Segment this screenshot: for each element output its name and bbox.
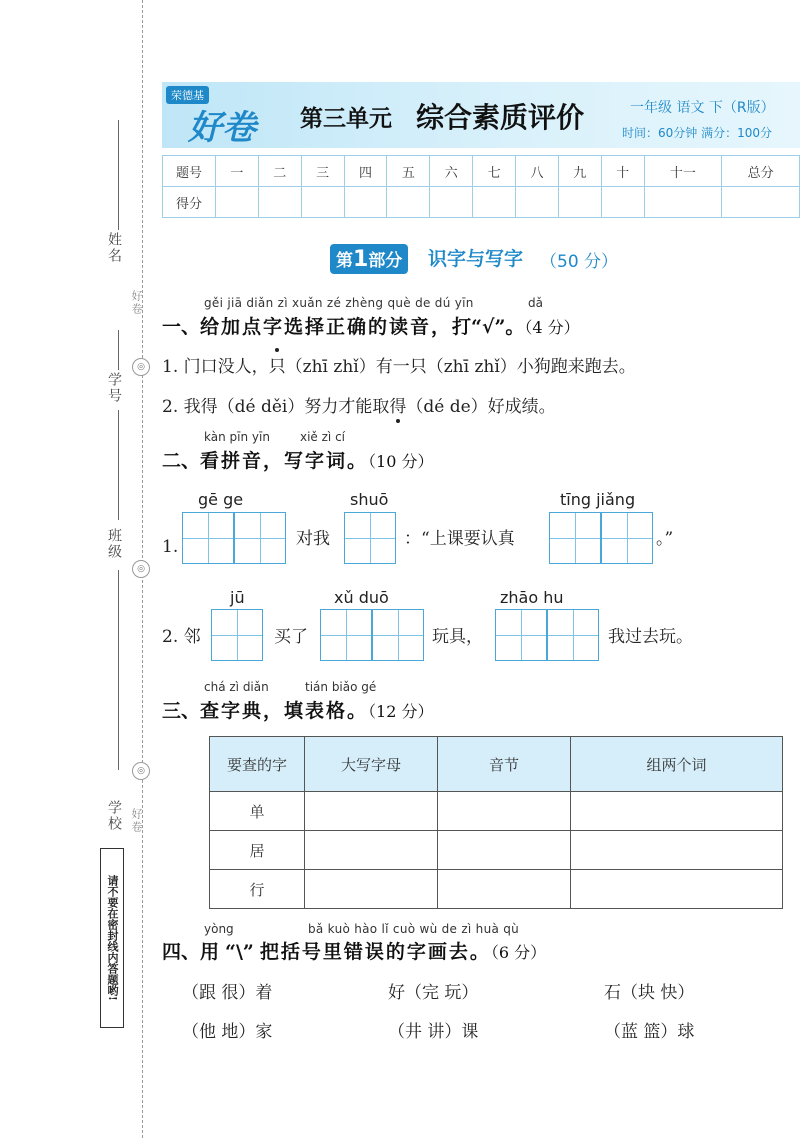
col-header: 七	[473, 156, 516, 187]
score-cell[interactable]	[558, 187, 601, 218]
col-header: 十一	[644, 156, 722, 187]
score-cell[interactable]	[216, 187, 259, 218]
dict-header: 组两个词	[571, 737, 783, 792]
q2-l1-mid2: ：“上课要认真	[404, 529, 515, 549]
no-answer-notice: 请不要在密封线内答题哟!	[100, 848, 124, 1028]
score-cell[interactable]	[516, 187, 559, 218]
q2-l1-pinyin-1: gē ge	[198, 490, 244, 509]
answer-cell[interactable]	[305, 870, 438, 909]
answer-cell[interactable]	[438, 792, 571, 831]
q1-line2-a: 2. 我得（dé děi）努力才能取	[162, 397, 390, 417]
part-badge	[330, 244, 408, 274]
seal-mark-3: ◎	[132, 762, 150, 780]
unit-title: 第三单元	[300, 105, 392, 132]
dict-header-row	[210, 737, 783, 792]
dict-header: 要查的字	[210, 737, 305, 792]
q1-dotted-char-1: 只	[269, 352, 286, 377]
q4-item: （蓝 篮）球	[604, 1022, 695, 1042]
q1-pinyin-da: dǎ	[528, 296, 543, 310]
score-cell[interactable]	[301, 187, 344, 218]
col-header: 三	[301, 156, 344, 187]
dict-header: 音节	[438, 737, 571, 792]
dict-row	[210, 831, 783, 870]
q2-l2-num: 2. 邻	[162, 627, 201, 647]
q3-title	[162, 696, 433, 723]
exam-title: 综合素质评价	[416, 101, 585, 134]
q3-title-text: 查字典，填表格。	[200, 700, 369, 722]
question-number-row	[163, 156, 800, 187]
q1-title-c: “√”。	[471, 316, 525, 338]
col-header: 总分	[722, 156, 800, 187]
dict-char: 单	[210, 792, 305, 831]
writing-box[interactable]	[601, 512, 653, 564]
score-row	[163, 187, 800, 218]
score-table	[162, 155, 800, 218]
q1-pinyin: gěi jiā diǎn zì xuǎn zé zhèng què de dú yīn	[204, 296, 474, 310]
dictionary-table	[209, 736, 783, 909]
name-label: 姓名	[106, 232, 122, 264]
q3-pinyin-b: tián biǎo gé	[305, 680, 377, 694]
part-number: 1	[353, 247, 369, 272]
answer-cell[interactable]	[438, 870, 571, 909]
q4-title-a: 用	[200, 941, 220, 963]
q4-title-c: 把括号里错误的字画去。	[259, 941, 491, 963]
q2-l2-pinyin-1: jū	[230, 588, 245, 607]
time-and-score: 时间：60分钟 满分：100分	[622, 126, 772, 140]
q2-l1-num: 1.	[162, 537, 179, 557]
writing-box[interactable]	[344, 512, 396, 564]
q1-dotted-char-2: 得	[389, 392, 406, 417]
id-blank-line	[118, 410, 119, 520]
q1-line-1	[162, 352, 636, 377]
writing-box[interactable]	[549, 512, 601, 564]
q2-l1-end: 。”	[656, 529, 674, 549]
q4-title	[162, 937, 546, 964]
answer-cell[interactable]	[305, 792, 438, 831]
score-cell[interactable]	[601, 187, 644, 218]
q2-l1-pinyin-3: tīng jiǎng	[560, 490, 636, 509]
q1-line-2	[162, 392, 556, 417]
q1-line2-b: （dé de）好成绩。	[406, 397, 556, 417]
q4-pinyin-a: yòng	[204, 922, 234, 936]
col-header: 十	[601, 156, 644, 187]
q2-l2-mid: 买了	[274, 627, 308, 647]
q4-item: 好（完 玩）	[388, 983, 479, 1003]
q1-score: （4 分）	[524, 318, 580, 337]
class-blank-line	[118, 570, 119, 770]
q4-item: （井 讲）课	[388, 1022, 479, 1042]
answer-cell[interactable]	[571, 792, 783, 831]
part-score: （50 分）	[540, 252, 619, 272]
answer-cell[interactable]	[571, 831, 783, 870]
col-header: 九	[558, 156, 601, 187]
id-blank-line-top	[118, 330, 119, 370]
col-header: 六	[430, 156, 473, 187]
q4-item: （他 地）家	[182, 1022, 273, 1042]
margin-logo-2: 好卷	[130, 808, 143, 834]
q1-num: 一、	[162, 316, 201, 338]
row-label: 题号	[163, 156, 216, 187]
part-title: 识字与写字	[428, 248, 524, 270]
q2-l2-pinyin-3: zhāo hu	[500, 588, 564, 607]
dict-char: 行	[210, 870, 305, 909]
q3-score: （12 分）	[368, 702, 434, 721]
writing-box[interactable]	[182, 512, 234, 564]
col-header: 二	[258, 156, 301, 187]
writing-box[interactable]	[547, 609, 599, 661]
col-header: 一	[216, 156, 259, 187]
q1-line1-b: （zhī zhǐ）有一只（zhī zhǐ）小狗跑来跑去。	[285, 357, 636, 377]
q2-l2-pinyin-2: xǔ duō	[334, 588, 389, 607]
writing-box[interactable]	[495, 609, 547, 661]
q2-title-text: 看拼音，写字词。	[200, 450, 369, 472]
q1-line1-a: 1. 门口没人，	[162, 357, 269, 377]
score-cell[interactable]	[387, 187, 430, 218]
id-label: 学号	[106, 372, 122, 404]
q4-item: （跟 很）着	[182, 983, 273, 1003]
q4-item: 石（块 快）	[604, 983, 695, 1003]
dict-row	[210, 870, 783, 909]
seal-mark-1: ◎	[132, 358, 150, 376]
q4-title-b: “\”	[225, 941, 254, 963]
score-cell[interactable]	[344, 187, 387, 218]
q1-title	[162, 312, 580, 339]
row-label: 得分	[163, 187, 216, 218]
q2-num: 二、	[162, 450, 201, 472]
writing-box[interactable]	[320, 609, 372, 661]
q2-l1-pinyin-2: shuō	[350, 490, 389, 509]
dict-header: 大写字母	[305, 737, 438, 792]
score-cell[interactable]	[258, 187, 301, 218]
answer-cell[interactable]	[305, 831, 438, 870]
score-cell[interactable]	[473, 187, 516, 218]
col-header: 五	[387, 156, 430, 187]
class-label: 班级	[106, 528, 122, 560]
part-suffix: 部分	[368, 251, 403, 271]
score-cell[interactable]	[430, 187, 473, 218]
brand-logo: 好卷	[188, 108, 256, 148]
q3-pinyin-a: chá zì diǎn	[204, 680, 269, 694]
col-header: 八	[516, 156, 559, 187]
dict-row	[210, 792, 783, 831]
col-header: 四	[344, 156, 387, 187]
score-cell[interactable]	[722, 187, 800, 218]
q2-l2-mid2: 玩具，	[432, 627, 483, 647]
q1-title-b: 打	[452, 316, 472, 338]
q1-title-a: 给加点字选择正确的读音，	[200, 316, 453, 338]
brand-tag: 荣德基	[166, 86, 209, 104]
q4-score: （6 分）	[490, 943, 547, 962]
q2-score: （10 分）	[368, 452, 434, 471]
q2-pinyin-a: kàn pīn yīn	[204, 430, 270, 444]
writing-box[interactable]	[372, 609, 424, 661]
writing-box[interactable]	[211, 609, 263, 661]
score-cell[interactable]	[644, 187, 722, 218]
part-prefix: 第	[336, 251, 353, 271]
writing-box[interactable]	[234, 512, 286, 564]
q4-num: 四、	[162, 941, 201, 963]
q2-title	[162, 446, 433, 473]
q2-l1-mid: 对我	[296, 529, 330, 549]
margin-logo-1: 好卷	[130, 290, 143, 316]
school-label: 学校	[106, 800, 122, 832]
answer-cell[interactable]	[571, 870, 783, 909]
q2-pinyin-b: xiě zì cí	[300, 430, 346, 444]
q2-l2-end: 我过去玩。	[608, 627, 693, 647]
q3-num: 三、	[162, 700, 201, 722]
q4-pinyin-b: bǎ kuò hào lǐ cuò wù de zì huà qù	[308, 922, 520, 936]
dict-char: 居	[210, 831, 305, 870]
name-blank-line	[118, 120, 119, 230]
answer-cell[interactable]	[438, 831, 571, 870]
seal-mark-2: ◎	[132, 560, 150, 578]
grade-subject: 一年级 语文 下（R版）	[630, 100, 775, 116]
